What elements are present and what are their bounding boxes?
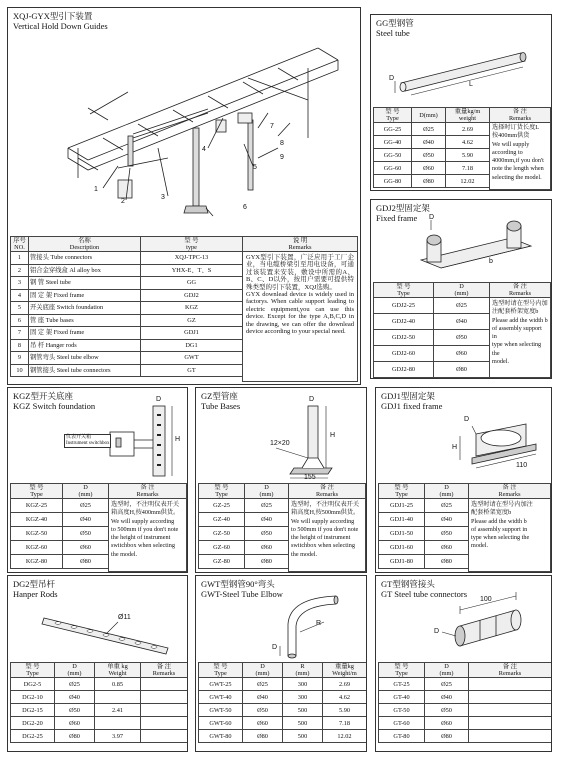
- gt-cell-d: Ø40: [425, 691, 469, 704]
- gz-table-row: [199, 499, 289, 513]
- gdj2-cell-type: GDJ2-80: [374, 362, 434, 378]
- gdj2-cell-d: Ø50: [434, 330, 490, 346]
- xqj-cell-no: 10: [11, 364, 29, 377]
- gdj2-cell-type: GDJ2-40: [374, 314, 434, 330]
- gg-title: GG型钢管 Steel tube: [376, 18, 414, 38]
- gdj1-cell-type: GDJ1-80: [379, 555, 425, 569]
- xqj-cell-no: 1: [11, 252, 29, 265]
- gt-cell-d: Ø25: [425, 678, 469, 691]
- gg-remark-line: 4000mm,if you don't: [492, 157, 544, 165]
- hanger-rod-drawing: [8, 576, 188, 662]
- gwt-dim-d: D: [272, 644, 278, 651]
- dg-table-row: [11, 704, 188, 717]
- gz-table-row: [199, 527, 289, 541]
- dg-cell-type: DG2-5: [11, 678, 55, 691]
- gdj2-cell-type: GDJ2-25: [374, 298, 434, 314]
- gg-remark-line: selecting the model.: [492, 173, 542, 181]
- gdj1-cell-d: Ø60: [425, 541, 469, 555]
- kgz-table-row: [11, 527, 109, 541]
- gwt-cell-w: 7.18: [323, 717, 367, 730]
- kgz-cell-d: Ø50: [63, 527, 109, 541]
- gz-remark-line: to 500mm if you don't note: [291, 525, 359, 533]
- gdj2-table-row: [374, 314, 490, 330]
- gdj2-remark-line: of assembly support in: [492, 324, 542, 341]
- gwt-cell-w: 4.62: [323, 691, 367, 704]
- gz-cell-d: Ø60: [245, 541, 289, 555]
- gt-table-row: [379, 730, 552, 743]
- dg-table-row: [11, 730, 188, 743]
- gg-cell-type: GG-60: [374, 162, 412, 175]
- gdj1-table-row: [379, 513, 469, 527]
- xqj-cell-no: 7: [11, 327, 29, 340]
- gdj1-cell-type: GDJ1-25: [379, 499, 425, 513]
- gdj2-table-row: [374, 298, 490, 314]
- gwt-table-row: [199, 691, 367, 704]
- gwt-cell-r: 300: [283, 691, 323, 704]
- kgz-table-row: [11, 541, 109, 555]
- gwt-cell-type: GWT-40: [199, 691, 243, 704]
- gz-remark-line: the height of instrument: [291, 534, 351, 542]
- gdj1-remark-line: of assembly support in: [471, 525, 528, 533]
- xqj-cell-desc: 管 座 Tube bases: [29, 314, 141, 327]
- xqj-cell-type: GG: [141, 277, 243, 290]
- xqj-note-cn: GYX型引下装置，广泛应用于工厂企业，当电缆桥梁引至用电设备，可通过该装置来安装，敷设中所需的A、B、C、D以外，按用户需要可提供特殊类型的引下装置，XQJ选购。: [246, 254, 354, 291]
- gz-table-row: [199, 541, 289, 555]
- xqj-cell-type: GDJ2: [141, 289, 243, 302]
- gt-table: 型 号 Type D (mm) 备 注 Remarks GT-25 Ø25 GT-40 Ø40 GT-50 Ø50 GT-60 Ø60 GT-80 Ø80: [378, 662, 552, 743]
- dg-table: 型 号 Type D (mm) 单重 kg Weight 备 注 Remarks DG2-5 Ø25 0.85 DG2-10 Ø40 DG2-15 Ø50 2.41 DG2-20 Ø60 DG2-25 Ø80 3.97: [10, 662, 188, 743]
- gg-panel: [370, 14, 552, 191]
- gz-dim-h: H: [330, 432, 336, 439]
- gdj1-cell-d: Ø50: [425, 527, 469, 541]
- dg-cell-remark: [141, 730, 188, 743]
- callout-8: 8: [280, 140, 284, 147]
- gz-dim-slot: 12×20: [270, 440, 290, 447]
- xqj-cell-no: 8: [11, 339, 29, 352]
- xqj-note-en: GYX downlead device is widely used in factorys. When cable support leading to electric equipment,you can use this device. Except for the type A,B,C,D in the drawing, we can offer the downlead device according to your special need.: [246, 291, 354, 336]
- xqj-cell-desc: 固 定 架 Fixed frame: [29, 289, 141, 302]
- kgz-remark-line: the height of instrument: [111, 534, 171, 542]
- gwt-dim-r: R: [316, 620, 322, 627]
- tube-elbow-drawing: [196, 576, 367, 662]
- dg-cell-type: DG2-15: [11, 704, 55, 717]
- kgz-title: KGZ型开关底座 KGZ Switch foundation: [13, 391, 96, 411]
- gg-table-row: [374, 162, 490, 175]
- callout-6: 6: [243, 204, 247, 211]
- gg-cell-d: Ø50: [412, 149, 446, 162]
- gdj2-cell-d: Ø40: [434, 314, 490, 330]
- gg-cell-w: 2.69: [446, 123, 490, 136]
- gg-remark-line: 选择时订货长度L: [492, 124, 540, 131]
- gwt-cell-r: 500: [283, 717, 323, 730]
- gdj2-cell-d: Ø60: [434, 346, 490, 362]
- gdj1-cell-type: GDJ1-40: [379, 513, 425, 527]
- xqj-cell-no: 9: [11, 352, 29, 365]
- gt-table-row: [379, 691, 552, 704]
- xqj-assembly-drawing: [8, 8, 361, 236]
- dg-cell-w: 2.41: [95, 704, 141, 717]
- gt-cell-d: Ø60: [425, 717, 469, 730]
- gwt-cell-d: Ø50: [243, 704, 283, 717]
- xqj-cell-type: XQJ-TPC-13: [141, 252, 243, 265]
- gwt-cell-d: Ø40: [243, 691, 283, 704]
- dg-cell-remark: [141, 704, 188, 717]
- fixed-frame-drawing: [371, 200, 552, 282]
- kgz-remark-line: to 500mm if you don't note: [111, 525, 179, 533]
- dg-cell-d: Ø40: [55, 691, 95, 704]
- kgz-remark-line: the model.: [111, 550, 138, 558]
- xqj-cell-no: 5: [11, 302, 29, 315]
- xqj-cell-desc: 钢管接头 Steel tube connectors: [29, 364, 141, 377]
- callout-7: 7: [270, 123, 274, 130]
- kgz-cell-d: Ø25: [63, 499, 109, 513]
- kgz-cell-d: Ø40: [63, 513, 109, 527]
- kgz-cell-type: KGZ-80: [11, 555, 63, 569]
- steel-tube-drawing: [371, 15, 552, 105]
- gz-table-row: [199, 513, 289, 527]
- gt-cell-remark: [469, 717, 552, 730]
- gz-cell-d: Ø40: [245, 513, 289, 527]
- kgz-panel: [7, 387, 188, 573]
- xqj-table-row: [11, 289, 243, 302]
- kgz-dim-d: D: [156, 396, 162, 403]
- callout-2: 2: [121, 198, 125, 205]
- xqj-remarks: 说 明 Remarks GYX型引下装置，广泛应用于工厂企业，当电缆桥梁引至用电设备，可通过该装置来安装，敷设中所需的A、B、C、D以外，按用户需要可提供特殊类型的引下装置，XQJ选购。 GYX downlead device is widely used in factorys. When cable support leading to electric equipment,you can use this device. Except for the type A,B,C,D in the drawing, we can offer the downlead device according to your special need.: [242, 236, 358, 382]
- kgz-cell-type: KGZ-50: [11, 527, 63, 541]
- gdj2-dim-d: D: [429, 214, 435, 221]
- kgz-table-row: [11, 499, 109, 513]
- xqj-table-row: [11, 314, 243, 327]
- xqj-cell-type: GWT: [141, 352, 243, 365]
- xqj-cell-type: GDJ1: [141, 327, 243, 340]
- dg-cell-type: DG2-20: [11, 717, 55, 730]
- gz-remark-line: 箱高度H,按500mm供货。: [291, 509, 360, 517]
- gwt-cell-type: GWT-25: [199, 678, 243, 691]
- gdj1-frame-drawing: [376, 388, 552, 484]
- dg-cell-type: DG2-25: [11, 730, 55, 743]
- gz-cell-type: GZ-50: [199, 527, 245, 541]
- gg-cell-w: 7.18: [446, 162, 490, 175]
- gdj2-remark-line: type when selecting the: [492, 341, 542, 357]
- gwt-cell-r: 500: [283, 730, 323, 743]
- xqj-cell-desc: 钢管弯头 Steel tube elbow: [29, 352, 141, 365]
- kgz-table-row: [11, 513, 109, 527]
- gt-dim-100: 100: [480, 596, 492, 603]
- gz-remark-line: 选型时，不注明仪表开关: [291, 501, 360, 508]
- gwt-cell-d: Ø25: [243, 678, 283, 691]
- gg-remark-line: 按400mm供货: [492, 132, 530, 140]
- gdj1-remark-line: Please add the width b: [471, 517, 527, 525]
- gt-table-row: [379, 704, 552, 717]
- gg-table: 型 号 Type D(mm) 重量kg/m weight GG-25 Ø25 2.69 GG-40 Ø40 4.62 GG-50 Ø50 5.90 GG-60 Ø60 7.18 GG-80 Ø80 12.02: [373, 107, 490, 188]
- gz-remark-line: We will supply according: [291, 517, 355, 525]
- xqj-cell-desc: 钢 管 Steel tube: [29, 277, 141, 290]
- callout-1: 1: [94, 186, 98, 193]
- gdj2-cell-type: GDJ2-60: [374, 346, 434, 362]
- gz-remark-line: the model.: [291, 550, 318, 558]
- gwt-cell-type: GWT-50: [199, 704, 243, 717]
- gdj1-panel: [375, 387, 552, 573]
- gg-cell-d: Ø40: [412, 136, 446, 149]
- xqj-table: [10, 236, 243, 377]
- callout-5: 5: [253, 164, 257, 171]
- gg-cell-type: GG-80: [374, 175, 412, 188]
- gwt-cell-d: Ø60: [243, 717, 283, 730]
- gg-cell-type: GG-40: [374, 136, 412, 149]
- xqj-cell-desc: 吊 杆 Hanger rods: [29, 339, 141, 352]
- gdj2-table-row: [374, 330, 490, 346]
- xqj-table-header: 序号 NO. 名称 Description 型 号 type: [11, 237, 243, 252]
- xqj-cell-type: YHX-E、T、S: [141, 264, 243, 277]
- xqj-cell-desc: 管接头 Tube connectors: [29, 252, 141, 265]
- kgz-remark-line: We will supply according: [111, 517, 175, 525]
- xqj-title: XQJ-GYX型引下装置 Vertical Hold Down Guides: [13, 11, 108, 31]
- xqj-table-row: [11, 352, 243, 365]
- gdj2-remarks: 备 注 Remarks 选型时请在型号内加 注配套桥架宽度b Please add the width b of assembly support in type when selecting the model.: [489, 282, 551, 378]
- gt-cell-type: GT-60: [379, 717, 425, 730]
- gdj1-cell-d: Ø80: [425, 555, 469, 569]
- gdj1-dim-110: 110: [516, 462, 528, 469]
- dg-cell-d: Ø50: [55, 704, 95, 717]
- gdj2-table: 型 号 Type D (mm) GDJ2-25 Ø25 GDJ2-40 Ø40 GDJ2-50 Ø50 GDJ2-60 Ø60 GDJ2-80 Ø80: [373, 282, 490, 378]
- kgz-cell-type: KGZ-40: [11, 513, 63, 527]
- gg-table-row: [374, 123, 490, 136]
- gt-panel: [375, 575, 552, 752]
- dg-panel: [7, 575, 188, 752]
- gg-remark-line: note the length when: [492, 165, 544, 173]
- xqj-cell-no: 6: [11, 314, 29, 327]
- gwt-table-row: [199, 678, 367, 691]
- dg-cell-remark: [141, 678, 188, 691]
- gz-remarks: 备 注 Remarks 选型时，不注明仪表开关 箱高度H,按500mm供货。 We will supply according to 500mm if you don't note the height of instrument switchbox when selecting the model.: [288, 483, 366, 572]
- gdj2-table-row: [374, 362, 490, 378]
- gdj2-cell-type: GDJ2-50: [374, 330, 434, 346]
- gdj2-remark-line: Please add the width b: [492, 316, 548, 324]
- gg-cell-d: Ø25: [412, 123, 446, 136]
- dg-cell-remark: [141, 717, 188, 730]
- xqj-table-row: [11, 364, 243, 377]
- gwt-table-row: [199, 730, 367, 743]
- dg-dim-hole: Ø11: [118, 614, 131, 621]
- gdj1-table-row: [379, 555, 469, 569]
- xqj-table-row: [11, 252, 243, 265]
- gdj2-dim-b: b: [489, 258, 493, 265]
- gwt-cell-type: GWT-60: [199, 717, 243, 730]
- gdj2-panel: [370, 199, 552, 379]
- kgz-cell-type: KGZ-60: [11, 541, 63, 555]
- gt-cell-d: Ø80: [425, 730, 469, 743]
- gdj2-table-row: [374, 346, 490, 362]
- dg-cell-remark: [141, 691, 188, 704]
- gwt-cell-r: 300: [283, 678, 323, 691]
- gg-dim-d: D: [389, 75, 395, 82]
- gdj2-remark-line: 注配套桥架宽度b: [492, 308, 539, 316]
- kgz-remarks: 备 注 Remarks 选型时，不注明仪表开关 箱高度H,按400mm供货。 We will supply according to 500mm if you don't note the height of instrument switchbox when selecting the model.: [108, 483, 187, 572]
- dg-cell-d: Ø60: [55, 717, 95, 730]
- gg-cell-w: 4.62: [446, 136, 490, 149]
- gg-cell-w: 5.90: [446, 149, 490, 162]
- gwt-cell-type: GWT-80: [199, 730, 243, 743]
- callout-4: 4: [202, 146, 206, 153]
- dg-table-row: [11, 717, 188, 730]
- gdj1-dim-h: H: [452, 444, 458, 451]
- dg-table-row: [11, 691, 188, 704]
- gwt-table-row: [199, 717, 367, 730]
- gg-cell-w: 12.02: [446, 175, 490, 188]
- callout-9: 9: [280, 154, 284, 161]
- gg-cell-type: GG-25: [374, 123, 412, 136]
- gdj1-dim-d: D: [464, 416, 470, 423]
- gg-dim-l: L: [469, 81, 473, 88]
- gdj1-table-row: [379, 499, 469, 513]
- dg-cell-w: [95, 717, 141, 730]
- dg-cell-w: 0.85: [95, 678, 141, 691]
- gg-remark-line: according to: [492, 148, 523, 156]
- gz-cell-type: GZ-60: [199, 541, 245, 555]
- kgz-remark-line: 箱高度H,按400mm供货。: [111, 509, 180, 517]
- kgz-cell-d: Ø80: [63, 555, 109, 569]
- xqj-cell-desc: 开关底座 Switch foundation: [29, 302, 141, 315]
- kgz-remark-line: switchbox when selecting: [111, 542, 175, 550]
- dg-cell-w: 3.97: [95, 730, 141, 743]
- dg-cell-d: Ø80: [55, 730, 95, 743]
- tube-base-drawing: [196, 388, 367, 484]
- gdj1-cell-d: Ø40: [425, 513, 469, 527]
- gt-dim-d: D: [434, 628, 440, 635]
- xqj-table-row: [11, 339, 243, 352]
- gz-dim-d: D: [309, 396, 315, 403]
- gt-cell-remark: [469, 704, 552, 717]
- gdj2-cell-d: Ø25: [434, 298, 490, 314]
- gwt-cell-w: 12.02: [323, 730, 367, 743]
- gz-cell-d: Ø50: [245, 527, 289, 541]
- dg-title: DG2型吊杆 Hanper Rods: [13, 579, 58, 599]
- gdj1-remarks: 备 注 Remarks 选型时请在型号内加注 配套桥架宽度b Please add the width b of assembly support in type when selecting the model.: [468, 483, 551, 572]
- kgz-table: 型 号 Type D (mm) KGZ-25 Ø25 KGZ-40 Ø40 KGZ-50 Ø50 KGZ-60 Ø60 KGZ-80 Ø80: [10, 483, 109, 569]
- gdj1-table: 型 号 Type D (mm) GDJ1-25 Ø25 GDJ1-40 Ø40 GDJ1-50 Ø50 GDJ1-60 Ø60 GDJ1-80 Ø80: [378, 483, 469, 569]
- kgz-remark-line: 选型时，不注明仪表开关: [111, 501, 180, 508]
- gt-cell-type: GT-40: [379, 691, 425, 704]
- gdj1-remark-line: 配套桥架宽度b: [471, 509, 512, 517]
- gdj2-remark-line: model.: [492, 358, 510, 366]
- xqj-cell-no: 2: [11, 264, 29, 277]
- gdj1-title: GDJ1型固定架 GDJ1 fixed frame: [381, 391, 443, 411]
- xqj-cell-type: GT: [141, 364, 243, 377]
- xqj-cell-desc: 固 定 架 Fixed frame: [29, 327, 141, 340]
- gg-table-row: [374, 136, 490, 149]
- xqj-panel: [7, 7, 361, 385]
- xqj-cell-type: GZ: [141, 314, 243, 327]
- xqj-cell-no: 3: [11, 277, 29, 290]
- dg-cell-type: DG2-10: [11, 691, 55, 704]
- gdj1-remark-line: 选型时请在型号内加注: [471, 501, 533, 508]
- gwt-cell-d: Ø80: [243, 730, 283, 743]
- xqj-table-row: [11, 327, 243, 340]
- xqj-cell-type: DG1: [141, 339, 243, 352]
- gdj2-title: GDJ2型固定架 Fixed frame: [376, 203, 430, 223]
- gz-table: 型 号 Type D (mm) GZ-25 Ø25 GZ-40 Ø40 GZ-50 Ø50 GZ-60 Ø60 GZ-80 Ø80: [198, 483, 289, 569]
- xqj-table-row: [11, 277, 243, 290]
- gz-table-row: [199, 555, 289, 569]
- gg-cell-d: Ø80: [412, 175, 446, 188]
- gdj1-cell-d: Ø25: [425, 499, 469, 513]
- gt-cell-d: Ø50: [425, 704, 469, 717]
- gdj1-cell-type: GDJ1-60: [379, 541, 425, 555]
- gt-cell-type: GT-80: [379, 730, 425, 743]
- gz-cell-d: Ø25: [245, 499, 289, 513]
- gt-cell-remark: [469, 678, 552, 691]
- gwt-title: GWT型钢管90°弯头 GWT-Steel Tube Elbow: [201, 579, 283, 599]
- kgz-table-row: [11, 555, 109, 569]
- gt-cell-remark: [469, 691, 552, 704]
- kgz-cell-type: KGZ-25: [11, 499, 63, 513]
- dg-cell-w: [95, 691, 141, 704]
- gwt-cell-w: 2.69: [323, 678, 367, 691]
- gt-cell-type: GT-25: [379, 678, 425, 691]
- gz-panel: [195, 387, 367, 573]
- gg-cell-d: Ø60: [412, 162, 446, 175]
- gg-remark-line: We will supply: [492, 140, 530, 148]
- xqj-table-row: [11, 264, 243, 277]
- gdj1-table-row: [379, 541, 469, 555]
- xqj-cell-type: KGZ: [141, 302, 243, 315]
- gg-table-row: [374, 175, 490, 188]
- gz-cell-type: GZ-80: [199, 555, 245, 569]
- gdj1-table-row: [379, 527, 469, 541]
- gz-remark-line: switchbox when selecting: [291, 542, 355, 550]
- gt-table-row: [379, 678, 552, 691]
- kgz-dim-h: H: [175, 436, 181, 443]
- gdj2-cell-d: Ø80: [434, 362, 490, 378]
- xqj-cell-no: 4: [11, 289, 29, 302]
- gg-remarks: 备 注 Remarks 选择时订货长度L 按400mm供货 We will supply according to 4000mm,if you don't note the length when selecting the model.: [489, 107, 551, 190]
- gdj1-cell-type: GDJ1-50: [379, 527, 425, 541]
- gwt-cell-r: 500: [283, 704, 323, 717]
- gg-table-row: [374, 149, 490, 162]
- gwt-table: 型 号 Type D (mm) R (mm) 重量kg Weight/m GWT-25 Ø25 300 2.69 GWT-40 Ø40 300 4.62 GWT-50 Ø50 500 5.90 GWT-60 Ø60 500 7.18 GWT-80 Ø80 500 12.02: [198, 662, 367, 743]
- gz-title: GZ型管座 Tube Bases: [201, 391, 241, 411]
- gwt-panel: [195, 575, 367, 752]
- gt-cell-type: GT-50: [379, 704, 425, 717]
- gdj2-remark-line: 选型时请在型号内加: [492, 300, 548, 307]
- dg-cell-d: Ø25: [55, 678, 95, 691]
- dg-table-row: [11, 678, 188, 691]
- gwt-table-row: [199, 704, 367, 717]
- xqj-table-row: [11, 302, 243, 315]
- gdj1-remark-line: type when selecting the: [471, 534, 530, 542]
- gz-cell-d: Ø80: [245, 555, 289, 569]
- gz-dim-155: 155: [304, 474, 316, 481]
- gz-cell-type: GZ-25: [199, 499, 245, 513]
- instrument-switchbox-label: 仪表开关箱 Instrument switchbox: [66, 435, 110, 446]
- gg-cell-type: GG-50: [374, 149, 412, 162]
- xqj-cell-desc: 铝合金穿线盒 Al alloy box: [29, 264, 141, 277]
- gt-title: GT型钢管接头 GT Steel tube connectors: [381, 579, 468, 599]
- callout-3: 3: [161, 194, 165, 201]
- gdj1-remark-line: model.: [471, 542, 489, 550]
- gt-cell-remark: [469, 730, 552, 743]
- gt-table-row: [379, 717, 552, 730]
- gz-cell-type: GZ-40: [199, 513, 245, 527]
- kgz-cell-d: Ø60: [63, 541, 109, 555]
- tube-connector-drawing: [376, 576, 552, 662]
- gwt-cell-w: 5.90: [323, 704, 367, 717]
